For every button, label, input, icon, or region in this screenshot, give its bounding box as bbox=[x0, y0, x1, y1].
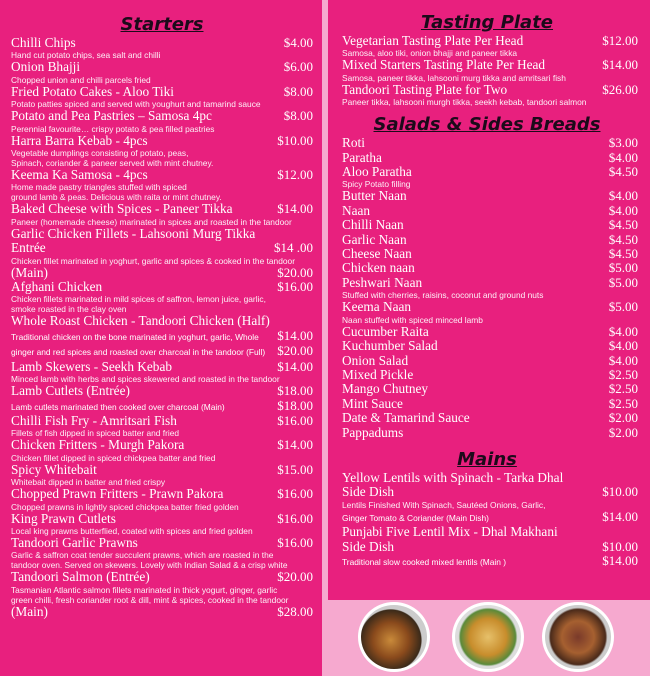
item-price: $10.00 bbox=[602, 538, 638, 554]
menu-item bbox=[336, 300, 638, 314]
item-name: Mixed Pickle bbox=[342, 366, 414, 382]
item-name: Side Dish bbox=[342, 538, 395, 554]
item-price: $4.50 bbox=[608, 231, 638, 247]
item-price: $10.00 bbox=[277, 132, 313, 148]
item-description: Spinach, coriander & paneer served with mint chutney. bbox=[11, 158, 214, 169]
item-price: $18.00 bbox=[277, 383, 313, 399]
item-price: $16.00 bbox=[277, 510, 313, 526]
item-description: Vegetable dumplings consisting of potato, peas, bbox=[11, 148, 189, 159]
menu-item bbox=[11, 536, 313, 550]
starters-heading: Starters bbox=[120, 14, 204, 35]
item-name: Lamb Skewers - Seekh Kebab bbox=[11, 358, 172, 374]
item-name: Mint Sauce bbox=[342, 395, 403, 411]
tasting-heading: Tasting Plate bbox=[420, 12, 554, 33]
item-description: Minced lamb with herbs and spices skewered and roasted in the tandoor bbox=[11, 374, 280, 385]
item-name: Onion Bhajji bbox=[11, 59, 81, 75]
item-name: (Main) bbox=[11, 264, 48, 280]
menu-item bbox=[336, 354, 638, 368]
mains-heading: Mains bbox=[457, 448, 517, 470]
item-name: Fried Potato Cakes - Aloo Tiki bbox=[11, 83, 174, 99]
menu-item bbox=[11, 85, 313, 99]
item-name: Chilli Chips bbox=[11, 35, 76, 50]
item-name: Chopped Prawn Fritters - Prawn Pakora bbox=[11, 486, 224, 502]
menu-item bbox=[11, 227, 313, 241]
item-name: Keema Ka Samosa - 4pcs bbox=[11, 167, 148, 183]
item-name: Baked Cheese with Spices - Paneer Tikka bbox=[11, 201, 233, 217]
item-name: Keema Naan bbox=[342, 299, 412, 315]
item-name: Side Dish bbox=[342, 484, 395, 500]
menu-item bbox=[11, 360, 313, 374]
menu-item bbox=[11, 314, 313, 328]
right-column bbox=[328, 0, 650, 676]
menu-item bbox=[336, 471, 638, 485]
item-price: $14.00 bbox=[277, 437, 313, 453]
item-name: Potato and Pea Pastries – Samosa 4pc bbox=[11, 108, 212, 124]
item-price: $2.50 bbox=[608, 395, 638, 411]
item-price: $20.00 bbox=[277, 343, 313, 359]
food-photo-samosa bbox=[452, 602, 524, 672]
item-description: Chicken fillet dipped in spiced chickpea batter and fried bbox=[11, 452, 216, 463]
menu-item bbox=[336, 34, 638, 48]
menu-item bbox=[336, 325, 638, 339]
item-name: Roti bbox=[342, 135, 365, 151]
item-description: Paneer tikka, lahsooni murgh tikka, seekh kebab, tandoori salmon bbox=[342, 97, 587, 108]
item-name: Tandoori Salmon (Entrée) bbox=[11, 569, 150, 585]
item-price: $14.00 bbox=[602, 552, 638, 568]
item-name: Garlic Naan bbox=[342, 231, 407, 247]
menu-item bbox=[336, 247, 638, 261]
item-price: $14.00 bbox=[602, 57, 638, 73]
item-name: Cheese Naan bbox=[342, 246, 412, 262]
menu-item bbox=[11, 605, 313, 619]
item-description: Hand cut potato chips, sea salt and chilli bbox=[11, 50, 161, 61]
menu-item bbox=[336, 368, 638, 382]
item-name: Whole Roast Chicken - Tandoori Chicken (Half) bbox=[11, 313, 270, 329]
menu-item bbox=[11, 329, 313, 344]
mains-list bbox=[336, 471, 638, 569]
item-price: $4.00 bbox=[283, 35, 313, 50]
item-name: Punjabi Five Lentil Mix - Dhal Makhani bbox=[342, 524, 558, 540]
item-price: $4.50 bbox=[608, 217, 638, 233]
menu-item bbox=[336, 540, 638, 554]
item-name: ginger and red spices and roasted over charcoal in the tandoor (Full) bbox=[11, 347, 266, 358]
item-name: Traditional chicken on the bone marinated in yoghurt, garlic, Whole bbox=[11, 331, 259, 342]
item-price: $4.00 bbox=[608, 352, 638, 368]
item-description: Home made pastry triangles stuffed with spiced bbox=[11, 182, 187, 193]
item-description: Paneer (homemade cheese) marinated in spices and roasted in the tandoor bbox=[11, 216, 292, 227]
item-name: Tandoori Tasting Plate for Two bbox=[342, 81, 508, 97]
item-price: $14.00 bbox=[277, 201, 313, 217]
item-name: King Prawn Cutlets bbox=[11, 510, 116, 526]
menu-item bbox=[11, 134, 313, 148]
item-price: $4.00 bbox=[608, 149, 638, 165]
menu-item bbox=[11, 384, 313, 398]
menu-item bbox=[11, 512, 313, 526]
item-price: $4.00 bbox=[608, 323, 638, 339]
item-description: Samosa, aloo tiki, onion bhajji and paneer tikka bbox=[342, 48, 518, 59]
menu-item bbox=[11, 399, 313, 414]
item-name: Lamb cutlets marinated then cooked over charcoal (Main) bbox=[11, 401, 225, 412]
item-description: Samosa, paneer tikka, lahsooni murg tikka and amritsari fish bbox=[342, 72, 566, 83]
item-price: $4.00 bbox=[608, 338, 638, 354]
item-name: Lamb Cutlets (Entrée) bbox=[11, 383, 130, 399]
starters-list bbox=[11, 36, 313, 619]
menu-item bbox=[336, 426, 638, 440]
item-name: Mango Chutney bbox=[342, 381, 429, 397]
menu-item bbox=[336, 397, 638, 411]
item-price: $2.50 bbox=[608, 366, 638, 382]
item-price: $10.00 bbox=[602, 484, 638, 500]
item-name: Yellow Lentils with Spinach - Tarka Dhal bbox=[342, 469, 564, 485]
menu-item bbox=[336, 411, 638, 425]
menu-item bbox=[11, 109, 313, 123]
item-price: $18.00 bbox=[277, 397, 313, 413]
item-price: $8.00 bbox=[283, 108, 313, 124]
item-description: Stuffed with cherries, raisins, coconut and ground nuts bbox=[342, 290, 544, 301]
item-description: smoke roasted in the clay oven bbox=[11, 304, 127, 315]
item-price: $20.00 bbox=[277, 264, 313, 280]
item-name: Mixed Starters Tasting Plate Per Head bbox=[342, 57, 546, 73]
item-price: $5.00 bbox=[608, 299, 638, 315]
sides-list bbox=[336, 136, 638, 440]
item-name: Traditional slow cooked mixed lentils (Main ) bbox=[342, 556, 506, 567]
item-name: Chilli Naan bbox=[342, 217, 404, 233]
menu-item bbox=[11, 36, 313, 50]
menu-item bbox=[336, 165, 638, 179]
item-name: Onion Salad bbox=[342, 352, 409, 368]
item-price: $12.00 bbox=[602, 33, 638, 48]
menu-item bbox=[336, 83, 638, 97]
item-price: $2.00 bbox=[608, 410, 638, 426]
item-name: Tandoori Garlic Prawns bbox=[11, 534, 138, 550]
item-name: Harra Barra Kebab - 4pcs bbox=[11, 132, 148, 148]
item-name: Pappadums bbox=[342, 424, 404, 440]
menu-item bbox=[11, 487, 313, 501]
food-photo-strip bbox=[328, 600, 650, 676]
menu-item bbox=[336, 233, 638, 247]
item-price: $12.00 bbox=[277, 167, 313, 183]
item-price: $5.00 bbox=[608, 260, 638, 276]
item-price: $14.00 bbox=[277, 327, 313, 343]
menu-item bbox=[336, 525, 638, 539]
item-description: Lentils Finished With Spinach, Sautéed Onions, Garlic, bbox=[342, 499, 546, 510]
item-price: $14.00 bbox=[277, 358, 313, 374]
item-name: Cucumber Raita bbox=[342, 323, 429, 339]
item-name: Garlic Chicken Fillets - Lahsooni Murg Tikka bbox=[11, 225, 256, 241]
item-price: $5.00 bbox=[608, 274, 638, 290]
item-description: Whitebait dipped in batter and fried crispy bbox=[11, 477, 166, 488]
item-description: Fillets of fish dipped in spiced batter and fried bbox=[11, 428, 180, 439]
item-price: $4.50 bbox=[608, 246, 638, 262]
item-price: $6.00 bbox=[283, 59, 313, 75]
tasting-list bbox=[336, 34, 638, 107]
menu-item bbox=[336, 204, 638, 218]
menu-item bbox=[11, 202, 313, 216]
menu-item bbox=[336, 136, 638, 150]
item-description: Spicy Potato filling bbox=[342, 179, 411, 190]
item-price: $8.00 bbox=[283, 83, 313, 99]
menu-item bbox=[336, 510, 638, 525]
menu-item bbox=[336, 382, 638, 396]
menu-item bbox=[11, 438, 313, 452]
menu-item bbox=[11, 168, 313, 182]
item-name: (Main) bbox=[11, 603, 48, 619]
item-name: Vegetarian Tasting Plate Per Head bbox=[342, 33, 524, 48]
item-price: $4.00 bbox=[608, 202, 638, 218]
menu-item bbox=[336, 554, 638, 569]
item-name: Spicy Whitebait bbox=[11, 461, 97, 477]
item-name: Butter Naan bbox=[342, 188, 407, 204]
item-description: green chilli, fresh coriander root & dill, mint & spices, cooked in the tandoor bbox=[11, 594, 289, 605]
item-name: Date & Tamarind Sauce bbox=[342, 410, 470, 426]
item-description: Chopped prawns in lightly spiced chickpea batter fried golden bbox=[11, 501, 239, 512]
item-name: Peshwari Naan bbox=[342, 274, 423, 290]
item-price: $20.00 bbox=[277, 569, 313, 585]
item-price: $16.00 bbox=[277, 279, 313, 295]
item-description: ground lamb & peas. Delicious with raita or mint chutney. bbox=[11, 192, 222, 203]
item-name: Afghani Chicken bbox=[11, 279, 103, 295]
menu-item bbox=[336, 339, 638, 353]
item-price: $16.00 bbox=[277, 534, 313, 550]
menu-item bbox=[11, 414, 313, 428]
menu-item bbox=[336, 261, 638, 275]
item-description: Local king prawns butterflied, coated with spices and fried golden bbox=[11, 525, 253, 536]
menu-item bbox=[336, 485, 638, 499]
item-description: Chopped union and chilli parcels fried bbox=[11, 74, 151, 85]
sides-heading: Salads & Sides Breads bbox=[373, 114, 601, 136]
item-name: Aloo Paratha bbox=[342, 164, 412, 180]
item-description: Naan stuffed with spiced minced lamb bbox=[342, 314, 483, 325]
item-price: $28.00 bbox=[277, 603, 313, 619]
item-name: Naan bbox=[342, 202, 371, 218]
item-name: Chicken Fritters - Murgh Pakora bbox=[11, 437, 185, 453]
item-name: Chilli Fish Fry - Amritsari Fish bbox=[11, 412, 177, 428]
item-name: Paratha bbox=[342, 149, 382, 165]
item-name: Kuchumber Salad bbox=[342, 338, 438, 354]
food-photo-kebab bbox=[358, 602, 430, 672]
menu-item bbox=[11, 344, 313, 359]
menu-item bbox=[336, 218, 638, 232]
menu-item bbox=[336, 151, 638, 165]
item-name: Entrée bbox=[11, 240, 46, 256]
menu-item bbox=[336, 276, 638, 290]
food-photo-curry bbox=[542, 602, 614, 672]
item-description: Tasmanian Atlantic salmon fillets marinated in thick yogurt, ginger, garlic bbox=[11, 584, 278, 595]
item-description: tandoor oven. Served on skewers. Lovely with Indian Salad & a crisp white bbox=[11, 560, 288, 571]
menu-item bbox=[336, 189, 638, 203]
item-price: $15.00 bbox=[277, 461, 313, 477]
item-price: $14 .00 bbox=[274, 240, 313, 256]
item-price: $14.00 bbox=[602, 508, 638, 524]
menu-item bbox=[11, 463, 313, 477]
menu-item bbox=[11, 280, 313, 294]
item-name: Ginger Tomato & Coriander (Main Dish) bbox=[342, 512, 489, 523]
item-price: $26.00 bbox=[602, 81, 638, 97]
menu-item bbox=[11, 60, 313, 74]
menu-item bbox=[336, 58, 638, 72]
menu-item bbox=[11, 266, 313, 280]
item-price: $3.00 bbox=[608, 135, 638, 151]
menu-item bbox=[11, 241, 313, 255]
item-description: Garlic & saffron coat tender succulent prawns, which are roasted in the bbox=[11, 550, 274, 561]
menu-item bbox=[11, 570, 313, 584]
item-name: Chicken naan bbox=[342, 260, 415, 276]
item-description: Perennial favourite… crispy potato & pea filled pastries bbox=[11, 123, 215, 134]
item-price: $4.00 bbox=[608, 188, 638, 204]
item-price: $16.00 bbox=[277, 412, 313, 428]
item-price: $16.00 bbox=[277, 486, 313, 502]
item-price: $2.00 bbox=[608, 424, 638, 440]
item-price: $2.50 bbox=[608, 381, 638, 397]
left-column bbox=[0, 0, 322, 676]
item-description: Chicken fillet marinated in yoghurt, garlic and spices & cooked in the tandoor bbox=[11, 255, 295, 266]
item-description: Potato patties spiced and served with youghurt and tamarind sauce bbox=[11, 99, 261, 110]
item-price: $4.50 bbox=[608, 164, 638, 180]
item-description: Chicken fillets marinated in mild spices of saffron, lemon juice, garlic, bbox=[11, 294, 266, 305]
